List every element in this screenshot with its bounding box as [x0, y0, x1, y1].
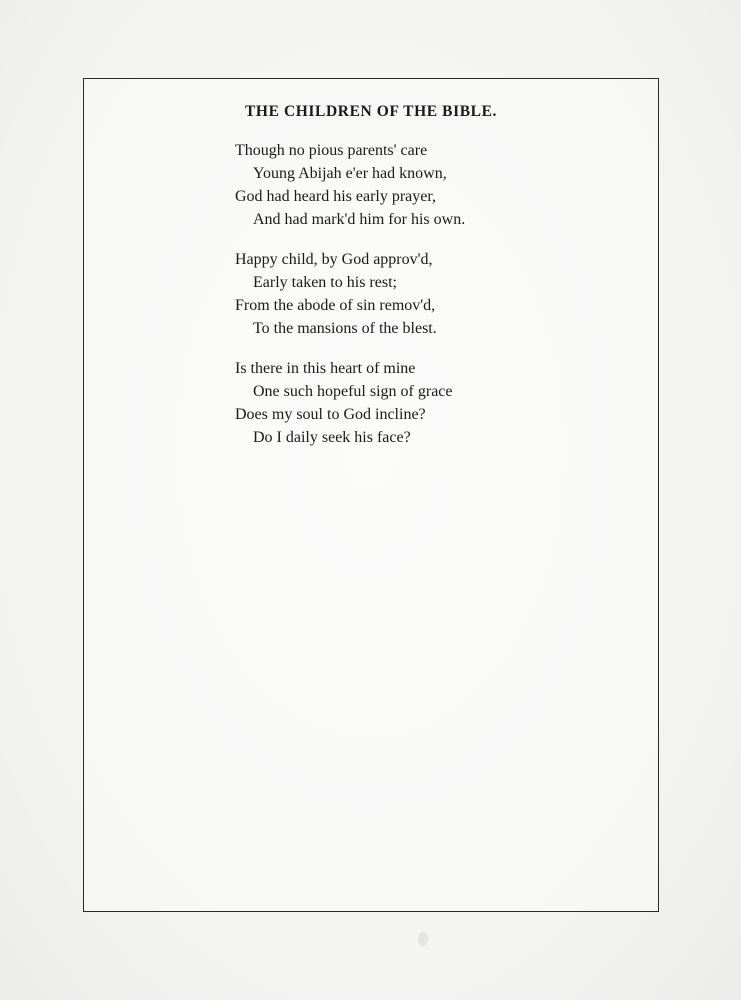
poem-line: To the mansions of the blest.: [253, 320, 437, 337]
stanza-1: [235, 139, 465, 231]
poem-line: Does my soul to God incline?: [235, 406, 426, 423]
poem-line: Happy child, by God approv'd,: [235, 251, 433, 268]
poem-line: Is there in this heart of mine: [235, 360, 416, 377]
poem-line: Do I daily seek his face?: [253, 429, 411, 446]
page-border-frame: [83, 78, 659, 912]
paper-speck: [418, 932, 428, 946]
stanza-2: [235, 248, 465, 340]
poem-line: God had heard his early prayer,: [235, 188, 437, 205]
poem-line: Early taken to his rest;: [253, 274, 397, 291]
poem-line: From the abode of sin remov'd,: [235, 297, 436, 314]
poem-line: One such hopeful sign of grace: [253, 383, 453, 400]
poem-line: And had mark'd him for his own.: [253, 211, 466, 228]
stanza-3: [235, 357, 465, 449]
poem-line: Young Abijah e'er had known,: [253, 165, 447, 182]
poem: [235, 139, 465, 466]
poem-line: Though no pious parents' care: [235, 142, 428, 159]
page-title: THE CHILDREN OF THE BIBLE.: [244, 103, 498, 120]
